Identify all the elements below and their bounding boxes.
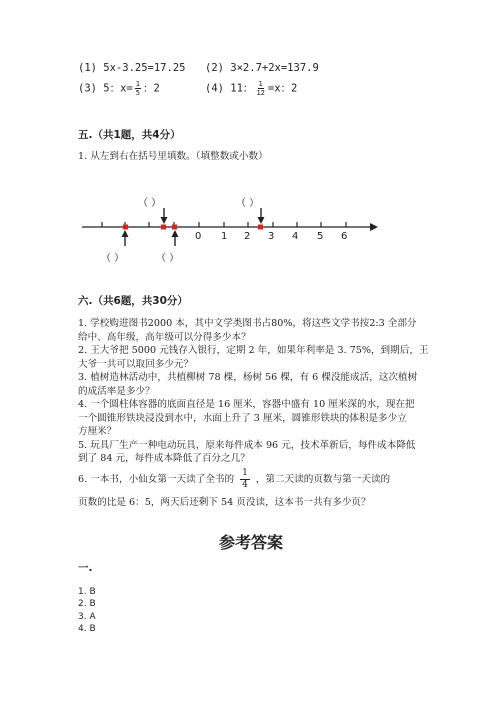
equation-1: (1) 5x-3.25=17.25: [78, 62, 186, 74]
question-1-line: 给中、高年级，高年级可以分得多少本？: [78, 331, 251, 343]
down-arrow-head: [258, 217, 265, 224]
equation-4-fraction: [255, 80, 265, 97]
question-6-line-1: [78, 468, 390, 491]
answer-item: 2. B: [78, 599, 96, 610]
number-line-ticks: [102, 222, 346, 227]
equation-3-suffix: ：2: [142, 82, 160, 95]
question-6-line-2: 页数的比是 6：5，两天后还剩下 54 页没读，这本书一共有多少页？: [78, 497, 371, 508]
tick-label: 2: [244, 231, 251, 242]
question-1-line: 1. 学校购进图书2000 本，其中文学类图书占80%，将这些文学书按2:3 全部分: [78, 318, 417, 329]
question-3-line: 3. 植树造林活动中，共植柳树 78 棵，杨树 56 棵，有 6 棵没能成活，这次植树: [78, 372, 418, 383]
marker-point: [161, 225, 166, 230]
tick-label: 0: [195, 231, 202, 242]
answers-title: 参考答案: [219, 533, 284, 552]
answer-blank[interactable]: （ ）: [156, 253, 180, 264]
question-6-suffix: ，第二天读的页数与第一天读的: [255, 474, 391, 485]
up-arrow-head: [172, 230, 179, 237]
tick-label: 3: [268, 231, 275, 242]
answer-blank[interactable]: （ ）: [138, 198, 162, 209]
tick-label: 6: [341, 231, 348, 242]
tick-label: 1: [221, 231, 228, 242]
fraction-denominator: 12: [256, 89, 265, 97]
section-5-heading: 五.（共1题，共4分）: [78, 129, 181, 141]
question-text: [78, 317, 429, 466]
question-3-line: 的成活率是多少？: [78, 385, 155, 397]
question-5-line: 到了 84 元，每件成本降低了百分之几？: [78, 453, 250, 464]
question-4-line: 4. 一个圆柱体容器的底面直径是 16 厘米，容器中盛有 10 厘米深的水，现在把: [78, 399, 415, 410]
fraction-denominator: 5: [135, 89, 140, 97]
answers-section-one: 一.: [78, 562, 93, 574]
answer-item: 3. A: [78, 611, 96, 622]
equation-3-fraction: [135, 80, 141, 97]
question-4-line: 一个圆锥形铁块浸没到水中，水面上升了 3 厘米，圆锥形铁块的体积是多少立: [78, 412, 407, 424]
answer-blank[interactable]: （ ）: [236, 198, 260, 209]
fraction-denominator: 4: [242, 480, 248, 490]
tick-label: 4: [292, 231, 299, 242]
answers-list: [78, 586, 96, 635]
question-6-fraction: [240, 468, 250, 491]
answer-blank[interactable]: （ ）: [101, 253, 125, 264]
fraction-numerator: 1: [258, 80, 263, 88]
answer-item: 4. B: [78, 623, 96, 634]
number-line-arrowhead: [370, 223, 378, 231]
tick-label: 5: [317, 231, 324, 242]
up-arrow-head: [122, 230, 129, 237]
fraction-numerator: 1: [135, 80, 140, 88]
equation-3-prefix: (3) 5：x=: [78, 82, 133, 95]
section-5-question-1: 1. 从左到右在括号里填数。（填整数或小数）: [78, 151, 268, 162]
down-arrow-head: [161, 217, 168, 224]
marker-point: [258, 225, 263, 230]
fraction-numerator: 1: [242, 468, 248, 478]
section-6-heading: 六.（共6题，共30分）: [78, 295, 188, 307]
equation-4-prefix: (4) 11：: [205, 82, 254, 95]
equation-2: (2) 3×2.7+2x=137.9: [205, 62, 319, 74]
answer-item: 1. B: [78, 587, 96, 597]
marker-point: [123, 225, 128, 230]
question-4-line: 方厘米？: [78, 426, 117, 437]
equation-4: [205, 80, 297, 97]
question-2-line: 大爷一共可以取回多少元？: [78, 358, 194, 370]
marker-point: [172, 225, 177, 230]
question-5-line: 5. 玩具厂生产一种电动玩具，原来每件成本 96 元，技术革新后，每件成本降低: [78, 439, 416, 451]
equation-3: [78, 80, 160, 97]
question-6-prefix: 6. 一本书，小仙女第一天读了全书的: [78, 474, 235, 485]
question-2-line: 2. 王大爷把 5000 元钱存入银行，定期 2 年，如果年利率是 3. 75%，到期后，王: [78, 345, 429, 356]
equation-4-suffix: =x：2: [267, 82, 298, 95]
